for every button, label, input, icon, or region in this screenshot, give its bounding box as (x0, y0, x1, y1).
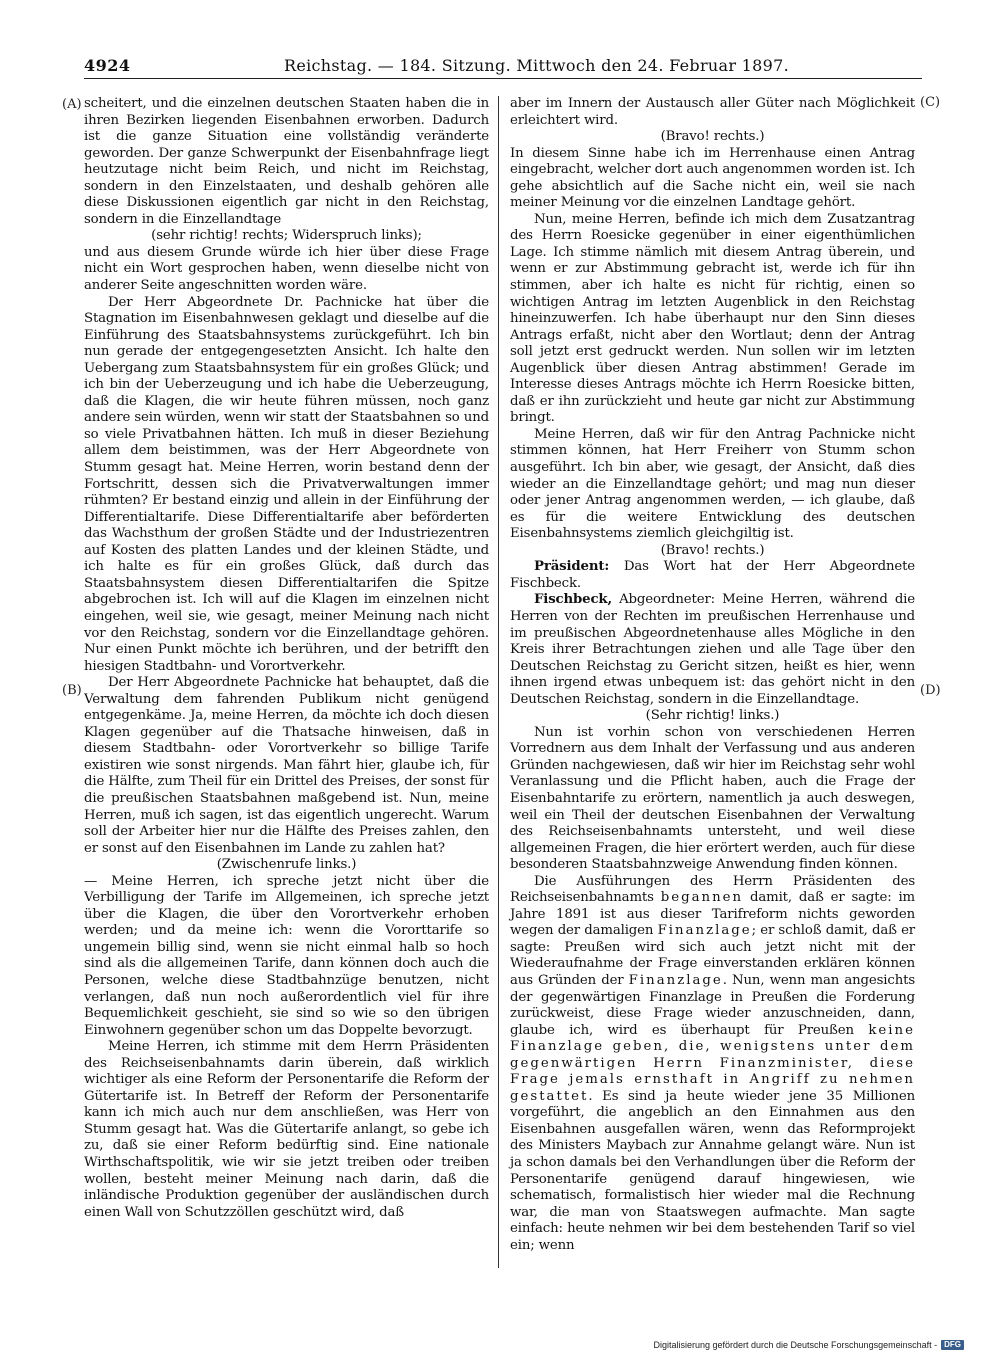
page-number: 4924 (84, 56, 131, 75)
paragraph: Der Herr Abgeordnete Dr. Pachnicke hat über die Stagnation im Eisenbahnwesen geklagt und dieselbe auf die Einführung des Staatsbahnsystems zurückgeführt. Ich bin nun gerade der entgegengesetzten Ansicht. Ich halte den Uebergang zum Staatsbahnsystem für ein großes Glück; und ich bin der Ueberzeugung und ich habe die Ueberzeugung, daß die Klagen, die wir heute führen müssen, noch ganz andere sein würden, wenn wir statt der Staatsbahnen so und so viele Privatbahnen hätten. Ich muß in dieser Beziehung allem dem beistimmen, was der Herr Abgeordnete von Stumm gesagt hat. Meine Herren, worin bestand denn der Fortschritt, dessen sich die Privatverwaltungen immer rühmten? Er bestand einzig und allein in der Einführung der Differentialtarife. Diese Differentialtarife aber beförderten das Wachsthum der großen Städte und der Industriezentren auf Kosten des platten Landes und der kleinen Städte, und ich halte es für ein großes Glück, daß durch das Staatsbahnsystem diesen Differentialtarifen die Spitze abgebrochen ist. Ich will auf die Klagen im einzelnen nicht eingehen, weil sie, wie gesagt, meiner Meinung nach nicht vor den Reichstag, sondern vor die Einzellandtage gehören. Nur einen Punkt möchte ich berühren, und der betrifft den hiesigen Stadtbahn- und Vorortverkehr. (84, 294, 489, 674)
spaced-text: keine Finanzlage geben, die, wenigstens unter dem gegenwärtigen Herrn Finanzminister, diese Frage jemals ernsthaft in Angriff zu nehmen gestattet (510, 1022, 915, 1104)
interjection: (Sehr richtig! links.) (645, 708, 780, 724)
text-segment: Die Ausführungen des Herrn Präsidenten des Reichseisenbahnamts (510, 873, 915, 906)
paragraph: Meine Herren, ich stimme mit dem Herrn Präsidenten des Reichseisenbahnamts darin überein, daß wirklich wichtiger als eine Reform der Personentarife die Reform der Gütertarife ist. In Betreff der Reform der Personentarife kann ich mich auch nur dem anschließen, was Herr von Stumm gesagt hat. Was die Gütertarife anlangt, so gebe ich zu, daß sie einer Reform bedürftig sind. Eine nationale Wirthschaftspolitik, wie wir sie jetzt treiben oder treiben wollen, besteht meiner Meinung nach darin, daß die inländische Produktion gegenüber der ausländischen durch einen Wall von Schutzzöllen geschützt wird, daß (84, 1039, 489, 1220)
column-divider (498, 96, 499, 1268)
speech-text: Abgeordneter: Meine Herren, während die Herren von der Rechten im preußischen Herrenhause und im preußischen Abgeordnetenhause alles Mögliche in den Kreis ihrer Betrachtungen ziehen und alle Tage über den Deutschen Reichstag zu Gericht sitzen, heißt es hier, wenn ihnen irgend etwas unbequem ist: das gehört nicht in den Deutschen Reichstag, sondern in die Einzellandtage. (510, 592, 915, 707)
paragraph: — Meine Herren, ich spreche jetzt nicht über die Verbilligung der Tarife im Allgemeinen, ich spreche jetzt über die Klagen, die über den Vorortverkehr erhoben werden; und da meine ich: wenn die Vororttarife so ungemein billig sind, wenn sie nicht einmal halb so hoch sind als die allgemeinen Tarife, dann können doch auch die Personen, welche diese Stadtbahnzüge benutzen, nicht verlangen, daß nun noch außerordentlich viel für ihre Bequemlichkeit geschieht, sie sind so wie so den übrigen Einwohnern gegenüber schon um das Doppelte bevorzugt. (84, 873, 489, 1038)
text-segment: damit, daß er sagte: im Jahre 1891 ist aus dieser Tarifreform nichts geworden wegen der damaligen (510, 890, 915, 939)
margin-marker-a: (A) (62, 97, 82, 112)
paragraph: Nun ist vorhin schon von verschiedenen Herren Vorrednern aus dem Inhalt der Verfassung und aus anderen Gründen nachgewiesen, daß wir hier im Reichstag sehr wohl Veranlassung und die Pflicht haben, auch die Frage der Eisenbahntarife zu erörtern, namentlich ja auch deswegen, weil ein Theil der deutschen Eisenbahnen der Verwaltung des Reichseisenbahnamts untersteht, und weil diese allgemeinen Fragen, die hier erörtert werden, auch für diese besonderen Staatsbahnzweige Anwendung finden können. (510, 724, 915, 873)
paragraph (510, 559, 915, 592)
spaced-text: begannen (660, 890, 744, 906)
spaced-text: Finanzlage (657, 923, 752, 939)
right-column (510, 96, 915, 1254)
paragraph: aber im Innern der Austausch aller Güter nach Möglichkeit erleichtert wird. (510, 96, 915, 128)
margin-marker-b: (B) (62, 683, 82, 698)
interjection: (Bravo! rechts.) (660, 129, 765, 145)
paragraph: In diesem Sinne habe ich im Herrenhause einen Antrag eingebracht, welcher dort auch angenommen worden ist. Ich gehe absichtlich auf die Sache nicht ein, weil sie nach meiner Meinung vor die einzelnen Landtage gehört. (510, 145, 915, 211)
interjection: (sehr richtig! rechts; Widerspruch links); (151, 228, 422, 244)
margin-marker-d: (D) (920, 683, 941, 698)
margin-marker-c: (C) (920, 95, 941, 110)
interjection: (Zwischenrufe links.) (216, 857, 357, 873)
spaced-text: Finanzlage (628, 972, 723, 988)
running-head: Reichstag. — 184. Sitzung. Mittwoch den 24. Februar 1897. (284, 56, 789, 75)
page-header (84, 56, 922, 79)
speaker-name: Präsident: (534, 559, 610, 575)
interjection: (Bravo! rechts.) (660, 542, 765, 558)
speaker-name: Fischbeck, (534, 592, 612, 608)
paragraph: Der Herr Abgeordnete Pachnicke hat behauptet, daß die Verwaltung dem fahrenden Publikum nicht genügend entgegenkäme. Ja, meine Herren, da möchte ich doch diesen Klagen gegenüber auf die Thatsache hinweisen, daß in diesem Stadtbahn- oder Vorortverkehr so billige Tarife existiren wie sonst nirgends. Man fährt hier, glaube ich, für die Hälfte, zum Theil für ein Drittel des Preises, der sonst für die preußischen Staatsbahnen maßgebend ist. Nun, meine Herren, muß ich sagen, ist das eigentlich ungerecht. Warum soll der Arbeiter hier nur die Hälfte des Preises zahlen, den er sonst auf den Eisenbahnen im Lande zu zahlen hat? (84, 675, 489, 856)
speech-text: Das Wort hat der Herr Abgeordnete Fischbeck. (510, 559, 915, 591)
left-column (84, 96, 489, 1221)
paragraph: Nun, meine Herren, befinde ich mich dem Zusatzantrag des Herrn Roesicke gegenüber in einer eigenthümlichen Lage. Ich stimme nämlich mit diesem Antrag überein, und wenn er zur Abstimmung gebracht ist, werde ich für ihn stimmen, aber ich halte es nicht für richtig, einen so wichtigen Antrag im letzten Augenblick in den Reichstag hineinzuwerfen. Ich habe überhaupt nur den Sinn dieses Antrags erfaßt, nicht aber den Wortlaut; denn der Antrag soll jetzt erst gedruckt werden. Nun sollen wir im letzten Augenblick über diesen Antrag abstimmen! Gerade im Interesse dieses Antrags möchte ich Herrn Roesicke bitten, daß er ihn zurückzieht und heute gar nicht zur Abstimmung bringt. (510, 211, 915, 426)
dfg-logo: DFG (941, 1340, 964, 1350)
text-segment: . Es sind ja heute wieder jene 35 Millionen vorgeführt, die angeblich an den Einnahmen aus den Eisenbahnen ausgefallen wären, wenn das Reformprojekt des Ministers Maybach zur Annahme gelangt wäre. Nun ist ja schon damals bei den Verhandlungen über die Reform der Personentarife genügend darauf hingewiesen, wie schematisch, formalistisch hier wieder mal die Rechnung war, die man von Staatswegen aufmachte. Man sagte einfach: heute nehmen wir bei dem bestehenden Tarif so viel ein; wenn (510, 1088, 915, 1253)
text-segment: . Nun, wenn man angesichts der gegenwärtigen Finanzlage in Preußen die Forderung zurückweist, diese Frage wieder anzuschneiden, dann, glaube ich, wird es überhaupt für Preußen (510, 972, 915, 1038)
paragraph: und aus diesem Grunde würde ich hier über diese Frage nicht ein Wort gesprochen haben, wenn dieselbe nicht von anderer Seite angeschnitten worden wäre. (84, 244, 489, 294)
credit-text: Digitalisierung gefördert durch die Deutsche Forschungsgemeinschaft - (653, 1340, 938, 1350)
paragraph (510, 874, 915, 1255)
paragraph: Meine Herren, daß wir für den Antrag Pachnicke nicht stimmen können, hat Herr Freiherr von Stumm schon ausgeführt. Ich bin aber, wie gesagt, der Ansicht, daß dies wieder an die Einzellandtage gehört; und mag nun dieser oder jener Antrag angenommen werden, — ich glaube, daß es für die weitere Entwicklung des deutschen Eisenbahnsystems ziemlich gleichgiltig ist. (510, 426, 915, 542)
text-segment: ; er schloß damit, daß er sagte: Preußen wird sich auch jetzt nicht mit der Wiederaufnahme der Frage einverstanden erklären können aus Gründen der (510, 923, 916, 988)
paragraph (510, 592, 915, 708)
digitization-credit (653, 1340, 964, 1350)
paragraph: scheitert, und die einzelnen deutschen Staaten haben die in ihren Bezirken liegenden Eisenbahnen erworben. Dadurch ist die ganze Situation eine vollständig veränderte geworden. Der ganze Schwerpunkt der Eisenbahnfrage liegt heutzutage nicht beim Reich, und nicht im Reichstag, sondern in den Einzelstaaten, und deshalb gehören alle diese Diskussionen eigentlich gar nicht in den Reichstag, sondern in die Einzellandtage (84, 96, 489, 227)
